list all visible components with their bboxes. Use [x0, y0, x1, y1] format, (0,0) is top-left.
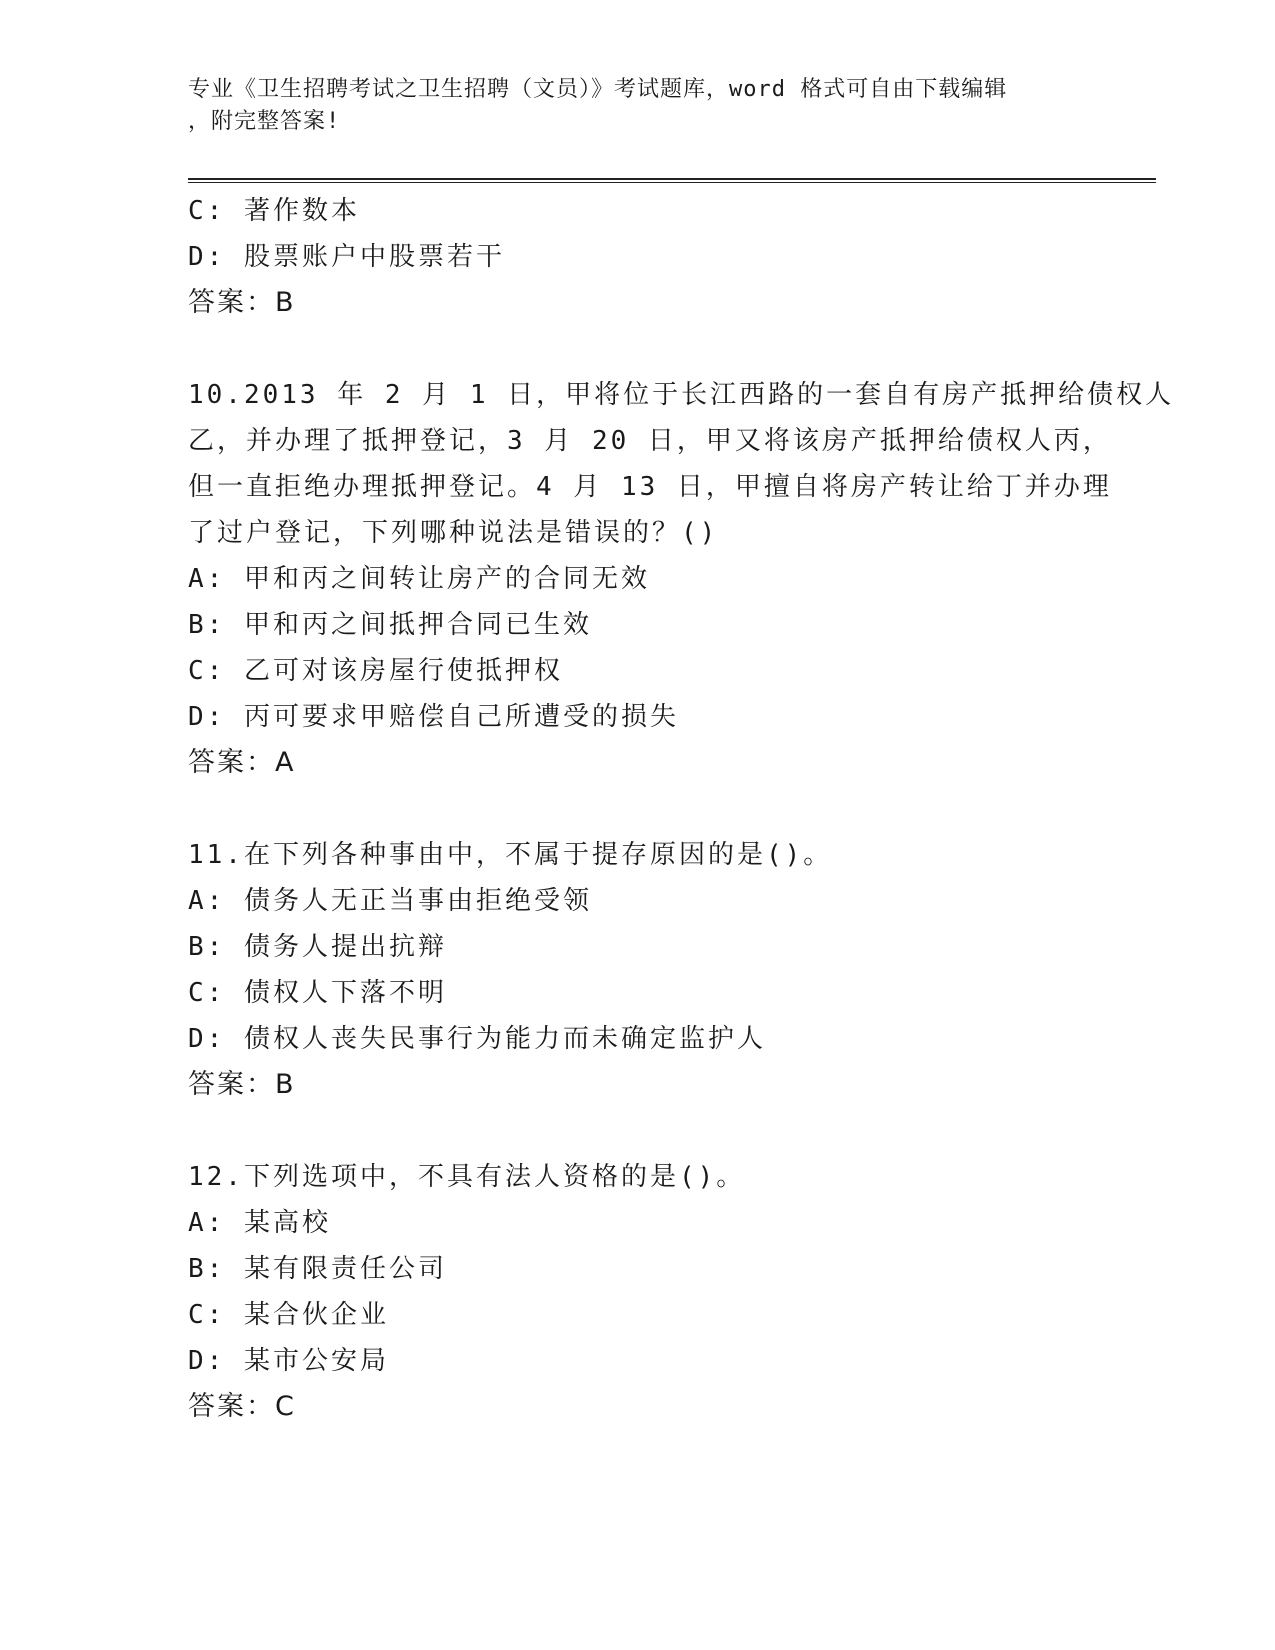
option-b: B: 某有限责任公司	[188, 1254, 447, 1284]
stem-line: 但一直拒绝办理抵押登记。4 月 13 日，甲擅自将房产转让给丁并办理	[188, 472, 1112, 502]
answer-line: 答案：B	[188, 287, 296, 318]
question-stem	[188, 372, 1175, 556]
spacer	[188, 786, 1088, 832]
option-b: B: 债务人提出抗辩	[188, 932, 447, 962]
option-c: C: 著作数本	[188, 196, 360, 226]
stem-line: 乙，并办理了抵押登记，3 月 20 日，甲又将该房产抵押给债权人丙，	[188, 426, 1112, 456]
document-header	[188, 74, 1088, 138]
header-line-2: ，附完整答案!	[188, 109, 341, 134]
option-d: D: 丙可要求甲赔偿自己所遭受的损失	[188, 702, 679, 732]
stem-line: 10.2013 年 2 月 1 日，甲将位于长江西路的一套自有房产抵押给债权人	[188, 380, 1175, 410]
option-d: D: 某市公安局	[188, 1346, 389, 1376]
option-d: D: 股票账户中股票若干	[188, 242, 505, 272]
option-d: D: 债权人丧失民事行为能力而未确定监护人	[188, 1024, 766, 1054]
option-c: C: 债权人下落不明	[188, 978, 447, 1008]
document-body	[188, 188, 1175, 1430]
stem-line: 了过户登记，下列哪种说法是错误的？()	[188, 518, 719, 548]
spacer	[188, 1108, 1088, 1154]
option-a: A: 甲和丙之间转让房产的合同无效	[188, 564, 650, 594]
question-stem	[188, 832, 1088, 878]
question-stem	[188, 1154, 1088, 1200]
option-a: A: 债务人无正当事由拒绝受领	[188, 886, 592, 916]
option-c: C: 某合伙企业	[188, 1300, 389, 1330]
answer-line: 答案：A	[188, 747, 296, 778]
question-11	[188, 832, 1088, 1108]
prev-question	[188, 188, 1088, 326]
question-12	[188, 1154, 1088, 1430]
option-b: B: 甲和丙之间抵押合同已生效	[188, 610, 592, 640]
spacer	[188, 326, 1088, 372]
header-divider	[188, 178, 1156, 183]
stem-line: 11.在下列各种事由中，不属于提存原因的是()。	[188, 840, 833, 870]
option-c: C: 乙可对该房屋行使抵押权	[188, 656, 563, 686]
stem-line: 12.下列选项中，不具有法人资格的是()。	[188, 1162, 746, 1192]
question-10	[188, 372, 1175, 786]
answer-line: 答案：C	[188, 1391, 296, 1422]
answer-line: 答案：B	[188, 1069, 296, 1100]
header-line-1: 专业《卫生招聘考试之卫生招聘（文员）》考试题库，word 格式可自由下载编辑	[188, 77, 1008, 102]
option-a: A: 某高校	[188, 1208, 331, 1238]
